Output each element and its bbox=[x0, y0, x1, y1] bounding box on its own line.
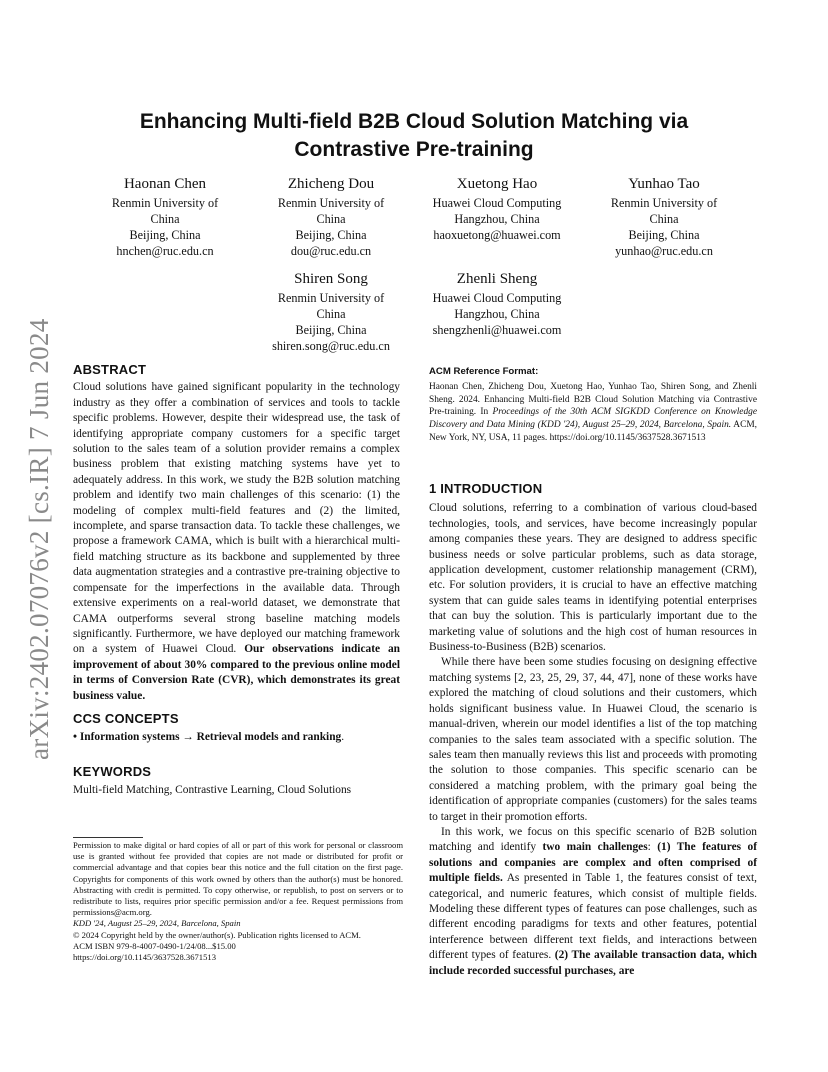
keywords-text: Multi-field Matching, Contrastive Learning, Cloud Solutions bbox=[73, 784, 352, 797]
intro-bold: (2) The available transaction data, which include recorded successful purchases, are bbox=[429, 949, 757, 977]
abstract-section bbox=[73, 362, 400, 704]
acm-ref-heading: ACM Reference Format: bbox=[429, 366, 539, 377]
acm-ref-authors: Haonan Chen, Zhicheng Dou, Xuetong Hao, Yunhao Tao, Shiren Song, and Zhenli Sheng. 2024. Enhancing Multi-field B2B Cloud Solution Matching via Contrastive Pre-training. In bbox=[429, 381, 757, 418]
ccs-subconcept: Retrieval models and ranking bbox=[196, 731, 342, 744]
author-email: haoxuetong@huawei.com bbox=[433, 228, 561, 242]
author-block bbox=[246, 175, 416, 259]
ccs-heading: CCS CONCEPTS bbox=[73, 711, 179, 726]
abstract-heading: ABSTRACT bbox=[73, 362, 147, 377]
author-affiliation: Renmin University of bbox=[277, 196, 385, 210]
author-location: Beijing, China bbox=[129, 228, 201, 242]
author-email: shiren.song@ruc.edu.cn bbox=[272, 339, 390, 353]
intro-text: In this work, we focus on this specific scenario of B2B solution matching and identify bbox=[429, 825, 757, 854]
author-block bbox=[412, 270, 582, 338]
author-name: Shiren Song bbox=[294, 271, 368, 287]
title-line-1: Enhancing Multi-field B2B Cloud Solution Matching via bbox=[139, 110, 689, 133]
intro-paragraph: Cloud solutions, referring to a combination of various cloud-based technologies, tools, and services, have become increasingly popular among companies these years. They are designed to address specific business needs or solve particular problems, such as data storage, application development, customer relationship management (CRM), etc. For solution providers, it is crucial to have an effective matching system that can guide sales teams in identifying potential enterprises that can buy the solution. This is particularly important due to the marketing value of solutions and the high cost of human resources in Business-to-Business (B2B) scenarios. bbox=[429, 502, 757, 654]
author-location: Beijing, China bbox=[295, 228, 367, 242]
venue-line: KDD '24, August 25–29, 2024, Barcelona, Spain bbox=[73, 918, 241, 929]
author-affiliation: Renmin University of bbox=[610, 196, 718, 210]
author-name: Zhenli Sheng bbox=[456, 271, 538, 287]
ccs-arrow: → bbox=[182, 731, 194, 744]
ccs-bullet: • bbox=[73, 731, 77, 744]
keywords-heading: KEYWORDS bbox=[73, 764, 152, 779]
author-name: Yunhao Tao bbox=[628, 176, 700, 192]
author-location: Hangzhou, China bbox=[454, 307, 540, 321]
author-affiliation: Renmin University of bbox=[277, 291, 385, 305]
acm-ref-proceedings: Proceedings of the 30th ACM SIGKDD Conference on Knowledge Discovery and Data Mining (KDD '24), August 25–29, 2024, Barcelona, Spain. bbox=[429, 407, 758, 431]
abstract-bold-text: Our observations indicate an improvement of about 30% compared to the previous online model in terms of Conversion Rate (CVR), which demonstrates its great business value. bbox=[73, 643, 400, 702]
author-location: Beijing, China bbox=[628, 228, 700, 242]
author-location: Beijing, China bbox=[295, 323, 367, 337]
intro-text: As presented in Table 1, the features consist of text, categorical, and numeric features, which consist of multiple fields. Modeling these different types of features can pose challenges, such as different encoding paradigms for texts and other features, potential interference between different text fields, and interactions between different types of features. bbox=[429, 872, 757, 962]
author-email: hnchen@ruc.edu.cn bbox=[116, 244, 214, 258]
acm-ref-publisher: ACM, New York, NY, USA, 11 pages. https://doi.org/10.1145/3637528.3671513 bbox=[429, 420, 758, 443]
introduction-section bbox=[429, 481, 757, 979]
arxiv-stamp: arXiv:2402.07076v2 [cs.IR] 7 Jun 2024 bbox=[24, 318, 54, 760]
paper-title bbox=[100, 108, 728, 164]
intro-text: : bbox=[647, 841, 658, 854]
author-affiliation: Huawei Cloud Computing bbox=[432, 291, 562, 305]
ccs-text bbox=[73, 730, 400, 745]
author-affiliation: Renmin University of bbox=[111, 196, 219, 210]
author-affiliation: China bbox=[316, 307, 346, 321]
intro-bold: (1) The features of solutions and companies are complex and often comprised of multiple fields. bbox=[429, 841, 757, 885]
author-email: yunhao@ruc.edu.cn bbox=[615, 244, 713, 258]
author-block bbox=[412, 175, 582, 243]
intro-paragraph: While there have been some studies focusing on designing effective matching systems [2, 23, 25, 29, 37, 44, 47], none of these works have explored the matching of cloud solutions and their customers, which holds significant business value. In Huawei Cloud, the scenario is manual-driven, wherein our model identifies a list of the top matching companies to the sales team associated with a specific solution. The sales team then manually reviews this list and proceeds with promoting the solution to those companies. This specific scenario can be considered a matching problem, with the primary goal being the identification of appropriate companies (customers) for the sales teams to target in their promotion efforts. bbox=[429, 656, 757, 823]
intro-paragraph bbox=[429, 825, 757, 979]
introduction-heading: 1 INTRODUCTION bbox=[429, 481, 543, 496]
abstract-text bbox=[73, 380, 400, 704]
acm-ref-text bbox=[429, 381, 757, 445]
author-location: Hangzhou, China bbox=[454, 212, 540, 226]
author-block bbox=[246, 270, 416, 354]
ccs-period: . bbox=[341, 731, 345, 744]
author-email: shengzhenli@huawei.com bbox=[432, 323, 562, 337]
ccs-concept: Information systems bbox=[79, 731, 180, 744]
isbn-line: ACM ISBN 979-8-4007-0490-1/24/08...$15.00 bbox=[73, 940, 236, 951]
author-email: dou@ruc.edu.cn bbox=[290, 244, 372, 258]
permission-block bbox=[73, 840, 403, 963]
permission-text: Permission to make digital or hard copies of all or part of this work for personal or classroom use is granted without fee provided that copies are not made or distributed for profit or commercial advantage and that copies bear this notice and the full citation on the first page. Copyrights for components of this work owned by others than the author(s) must be honored. Abstracting with credit is permitted. To copy otherwise, or republish, to post on servers or to redistribute to lists, requires prior specific permission and/or a fee. Request permissions from permissions@acm.org. bbox=[73, 840, 403, 918]
copyright-line: © 2024 Copyright held by the owner/author(s). Publication rights licensed to ACM. bbox=[73, 929, 361, 940]
doi-line: https://doi.org/10.1145/3637528.3671513 bbox=[73, 952, 216, 963]
author-block bbox=[579, 175, 749, 259]
author-name: Zhicheng Dou bbox=[287, 176, 375, 192]
intro-bold: two main challenges bbox=[542, 841, 648, 854]
keywords-section bbox=[73, 764, 400, 799]
author-block bbox=[80, 175, 250, 259]
author-affiliation: Huawei Cloud Computing bbox=[432, 196, 562, 210]
title-line-2: Contrastive Pre-training bbox=[294, 138, 534, 161]
ccs-section bbox=[73, 711, 400, 746]
author-affiliation: China bbox=[649, 212, 679, 226]
author-affiliation: China bbox=[150, 212, 180, 226]
acm-reference bbox=[429, 366, 757, 445]
author-name: Haonan Chen bbox=[123, 176, 207, 192]
abstract-body: Cloud solutions have gained significant popularity in the technology industry as they offer a combination of services and tools to tackle specific problems. However, despite their widespread use, the task of identifying appropriate company customers for a specific target solution to the sales team of a solution provider remains a complex business problem that existing matching systems have yet to adequately address. In this work, we study the B2B solution matching problem and identify two main challenges of this scenario: (1) the modeling of complex multi-field features and (2) the limited, incomplete, and sparse transaction data. To tackle these challenges, we propose a framework CAMA, which is built with a hierarchical multi-field matching structure as its backbone and supplemented by three data augmentation strategies and a contrastive pre-training objective to compensate for the imperfections in the available data. Through extensive experiments on a real-world dataset, we demonstrate that CAMA outperforms several strong baseline matching models significantly. Furthermore, we have deployed our matching framework on a system of Huawei Cloud. bbox=[73, 381, 400, 656]
footnote-rule bbox=[73, 837, 143, 838]
author-name: Xuetong Hao bbox=[456, 176, 538, 192]
author-affiliation: China bbox=[316, 212, 346, 226]
